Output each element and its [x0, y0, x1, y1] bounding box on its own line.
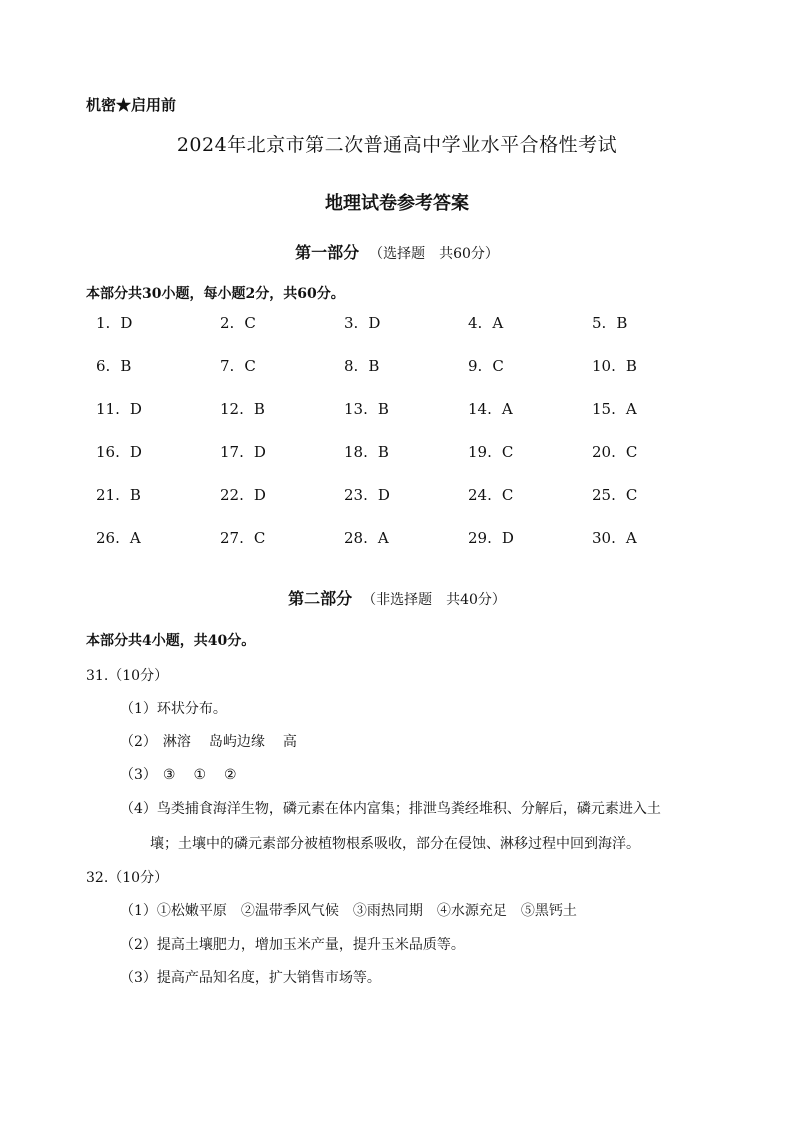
answer-letter: D — [129, 400, 142, 418]
answer-letter: B — [377, 443, 389, 461]
question-number: 30. — [592, 529, 616, 547]
answer-letter: A — [501, 400, 513, 418]
answer-cell — [344, 486, 390, 504]
q31-answer-2-item: 高 — [282, 734, 297, 750]
answer-cell — [468, 529, 514, 547]
q31-answer-4-line2: 壤；土壤中的磷元素部分被植物根系吸收，部分在侵蚀、淋移过程中回到海洋。 — [150, 836, 640, 852]
question-number: 1. — [96, 314, 111, 332]
answer-cell — [96, 486, 141, 504]
answer-letter: B — [120, 357, 132, 375]
q31-answer-3-item: ③ — [162, 767, 176, 783]
part2-note: （非选择题 共40分） — [362, 592, 506, 608]
exam-title: 2024年北京市第二次普通高中学业水平合格性考试 — [176, 134, 618, 156]
answer-letter: C — [244, 357, 256, 375]
question-number: 28. — [344, 529, 368, 547]
question-number: 13. — [344, 400, 368, 418]
question-number: 6. — [96, 357, 111, 375]
question-number: 11. — [96, 400, 120, 418]
part1-instruction: 本部分共30小题，每小题2分，共60分。 — [86, 286, 345, 302]
answer-letter: C — [501, 486, 514, 504]
answer-letter: A — [625, 529, 637, 547]
question-number: 14. — [468, 400, 492, 418]
answer-row — [96, 486, 656, 529]
q31-answer-3-item: ① — [193, 767, 207, 783]
answer-cell — [592, 529, 637, 547]
answer-cell — [220, 443, 266, 461]
answer-letter: D — [253, 486, 266, 504]
q31-answer-2-label: （2） — [120, 734, 157, 750]
answer-letter: C — [625, 443, 638, 461]
answer-key-title: 地理试卷参考答案 — [325, 193, 469, 214]
answer-row — [96, 529, 656, 572]
answer-cell — [220, 486, 266, 504]
part1-heading — [0, 240, 794, 263]
answer-letter: A — [129, 529, 141, 547]
answer-cell — [220, 357, 256, 375]
answer-cell — [96, 314, 132, 332]
answer-cell — [220, 529, 265, 547]
question-number: 24. — [468, 486, 492, 504]
answer-letter: D — [120, 314, 133, 332]
q31-answer-2-item: 岛屿边缘 — [208, 734, 265, 750]
answer-cell — [96, 529, 141, 547]
question-number: 17. — [220, 443, 244, 461]
answer-cell — [468, 400, 513, 418]
question-number: 20. — [592, 443, 616, 461]
question-number: 26. — [96, 529, 120, 547]
q31-header: 31.（10分） — [86, 668, 169, 684]
answer-cell — [592, 314, 627, 332]
answer-letter: A — [625, 400, 637, 418]
question-number: 12. — [220, 400, 244, 418]
question-number: 25. — [592, 486, 616, 504]
answer-cell — [96, 357, 131, 375]
part2-instruction: 本部分共4小题，共40分。 — [86, 633, 256, 649]
answer-letter: B — [625, 357, 637, 375]
answer-row — [96, 443, 656, 486]
question-number: 22. — [220, 486, 244, 504]
answer-letter: A — [377, 529, 389, 547]
answer-cell — [468, 486, 513, 504]
q31-answer-3-item: ② — [224, 767, 237, 783]
answer-cell — [592, 357, 637, 375]
q31-answer-2 — [120, 731, 315, 751]
question-number: 9. — [468, 357, 483, 375]
answer-letter: C — [501, 443, 514, 461]
question-number: 19. — [468, 443, 492, 461]
answer-cell — [96, 400, 142, 418]
q32-answer-2: （2）提高土壤肥力，增加玉米产量，提升玉米品质等。 — [120, 937, 465, 953]
part2-heading — [0, 586, 794, 609]
question-number: 16. — [96, 443, 120, 461]
question-number: 8. — [344, 357, 359, 375]
question-number: 18. — [344, 443, 368, 461]
answer-letter: C — [253, 529, 266, 547]
answer-cell — [344, 357, 379, 375]
question-number: 23. — [344, 486, 368, 504]
answer-letter: D — [377, 486, 390, 504]
question-number: 7. — [220, 357, 235, 375]
answer-cell — [220, 314, 256, 332]
answer-cell — [344, 400, 389, 418]
answer-letter: C — [244, 314, 256, 332]
question-number: 15. — [592, 400, 616, 418]
q32-answer-3: （3）提高产品知名度，扩大销售市场等。 — [120, 970, 381, 986]
part1-note: （选择题 共60分） — [369, 246, 499, 262]
q31-answer-2-item: 淋溶 — [162, 734, 191, 750]
part2-title: 第二部分 — [288, 589, 353, 608]
answer-letter: B — [616, 314, 628, 332]
answer-letter: C — [492, 357, 504, 375]
answer-row — [96, 400, 656, 443]
part1-title: 第一部分 — [295, 243, 360, 262]
q32-answer-1: （1）①松嫩平原 ②温带季风气候 ③雨热同期 ④水源充足 ⑤黑钙土 — [120, 903, 577, 919]
answer-cell — [592, 443, 637, 461]
question-number: 4. — [468, 314, 483, 332]
answer-letter: A — [492, 314, 504, 332]
answer-cell — [344, 314, 380, 332]
answer-cell — [468, 357, 504, 375]
answer-row — [96, 357, 656, 400]
question-number: 10. — [592, 357, 616, 375]
question-number: 29. — [468, 529, 492, 547]
answer-letter: B — [377, 400, 389, 418]
answer-letter: D — [368, 314, 381, 332]
answer-cell — [96, 443, 142, 461]
answer-cell — [592, 400, 637, 418]
choice-answer-grid — [96, 314, 656, 572]
q31-answer-3-label: （3） — [120, 767, 157, 783]
answer-cell — [592, 486, 637, 504]
q31-answer-1: （1）环状分布。 — [120, 701, 227, 717]
answer-letter: D — [129, 443, 142, 461]
answer-row — [96, 314, 656, 357]
question-number: 3. — [344, 314, 359, 332]
answer-letter: B — [368, 357, 380, 375]
answer-cell — [344, 529, 389, 547]
answer-letter: C — [625, 486, 638, 504]
confidential-label: 机密★启用前 — [86, 96, 177, 114]
answer-letter: D — [501, 529, 514, 547]
answer-cell — [344, 443, 389, 461]
answer-cell — [468, 314, 503, 332]
question-number: 2. — [220, 314, 235, 332]
question-number: 27. — [220, 529, 244, 547]
answer-letter: B — [253, 400, 265, 418]
q32-header: 32.（10分） — [86, 870, 169, 886]
q31-answer-3 — [120, 764, 255, 784]
answer-cell — [220, 400, 265, 418]
question-number: 21. — [96, 486, 120, 504]
answer-cell — [468, 443, 513, 461]
question-number: 5. — [592, 314, 607, 332]
answer-letter: D — [253, 443, 266, 461]
answer-letter: B — [129, 486, 141, 504]
q31-answer-4-line1: （4）鸟类捕食海洋生物，磷元素在体内富集；排泄鸟粪经堆积、分解后，磷元素进入土 — [120, 801, 661, 817]
